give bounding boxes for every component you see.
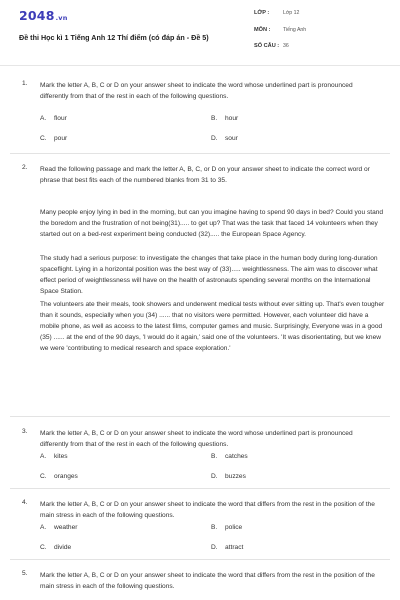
meta-value: Tiếng Anh xyxy=(283,27,307,33)
option-text: oranges xyxy=(54,473,78,480)
option-d[interactable] xyxy=(211,544,243,551)
option-text: pour xyxy=(54,135,68,142)
option-a[interactable] xyxy=(40,453,68,460)
option-letter: D. xyxy=(211,544,218,551)
option-d[interactable] xyxy=(211,135,238,142)
question-number: 4. xyxy=(22,499,28,506)
divider xyxy=(10,153,390,154)
question-number: 2. xyxy=(22,164,28,171)
option-c[interactable] xyxy=(40,135,67,142)
meta-label: SỐ CÂU : xyxy=(254,43,280,49)
meta-value: Lớp 12 xyxy=(283,10,300,16)
page-header xyxy=(0,0,400,66)
option-text: divide xyxy=(54,544,72,551)
question-number: 3. xyxy=(22,428,28,435)
option-letter: C. xyxy=(40,135,47,142)
question-text: Mark the letter A, B, C or D on your answer sheet to indicate the word that differs from the rest in the position of the main stress in each of the following questions. xyxy=(40,572,375,590)
divider xyxy=(10,416,390,417)
option-letter: D. xyxy=(211,473,218,480)
option-letter: B. xyxy=(211,453,218,460)
logo-suffix: .vn xyxy=(55,14,68,22)
logo-main: 2048 xyxy=(19,8,55,23)
passage-paragraph-2: The study had a serious purpose: to investigate the changes that take place in the human body during long-duration spaceflight. Lying in a horizontal position was the best way of (33)..... weightlessness. The aim was to discover what effect period of weightlessness will have on the health of astronauts spending several months on the International Space Station. xyxy=(40,255,378,295)
question-text: Mark the letter A, B, C or D on your answer sheet to indicate the word that differs from the rest in the position of the main stress in each of the following questions. xyxy=(40,501,375,519)
option-text: kites xyxy=(54,453,68,460)
option-b[interactable] xyxy=(211,524,242,531)
option-a[interactable] xyxy=(40,115,67,122)
option-b[interactable] xyxy=(211,115,238,122)
question-text: Mark the letter A, B, C or D on your answer sheet to indicate the word whose underlined part is pronounced differently from that of the rest in each of the following questions. xyxy=(40,82,353,100)
exam-title: Đề thi Học kì 1 Tiếng Anh 12 Thí điểm (có đáp án - Đề 5) xyxy=(19,33,209,42)
site-logo[interactable] xyxy=(19,8,68,23)
divider xyxy=(10,488,390,489)
meta-class xyxy=(254,10,306,27)
option-letter: A. xyxy=(40,453,47,460)
option-letter: D. xyxy=(211,135,218,142)
option-text: flour xyxy=(54,115,67,122)
option-letter: C. xyxy=(40,473,47,480)
question-text: Mark the letter A, B, C or D on your answer sheet to indicate the word whose underlined part is pronounced differently from that of the rest in each of the following questions. xyxy=(40,430,353,448)
meta-label: MÔN : xyxy=(254,27,271,33)
option-a[interactable] xyxy=(40,524,77,531)
divider xyxy=(10,559,390,560)
option-letter: A. xyxy=(40,115,47,122)
option-b[interactable] xyxy=(211,453,248,460)
option-letter: A. xyxy=(40,524,47,531)
option-c[interactable] xyxy=(40,544,71,551)
meta-subject xyxy=(254,27,306,43)
option-text: police xyxy=(225,524,243,531)
question-text: Read the following passage and mark the letter A, B, C, or D on your answer sheet to indicate the correct word or phrase that best fits each of the numbered blanks from 31 to 35. xyxy=(40,166,370,184)
meta-count xyxy=(254,43,306,60)
question-number: 1. xyxy=(22,80,28,87)
passage-paragraph-1: Many people enjoy lying in bed in the morning, but can you imagine having to spend 90 days in bed? Could you stand the boredom and the frustration of not being(31)..... to get up? That was the task that faced 14 volunteers when they started out on a bed-rest experiment being conducted (32)..... the European Space Agency. xyxy=(40,209,384,238)
option-text: buzzes xyxy=(225,473,246,480)
option-text: sour xyxy=(225,135,238,142)
question-number: 5. xyxy=(22,570,28,577)
option-letter: B. xyxy=(211,115,218,122)
meta-label: LỚP : xyxy=(254,10,270,16)
question-list xyxy=(0,66,400,600)
passage-paragraph-3: The volunteers ate their meals, took showers and underwent medical tests without ever sitting up. That's even tougher than it sounds, especially when you (34) ...... that no visitors were permitted. However, each volunteer did have a mobile phone, as well as access to the latest films, computer games and music. Surprisingly, Everyone was in a good (35) ...... at the end of the 90 days, 'I would do it again,' said one of the volunteers. 'It was disorientating, but we knew we were 'contributing to medical research and space exploration.' xyxy=(40,301,385,352)
option-letter: B. xyxy=(211,524,218,531)
option-letter: C. xyxy=(40,544,47,551)
option-text: weather xyxy=(54,524,78,531)
option-c[interactable] xyxy=(40,473,78,480)
exam-meta xyxy=(254,10,306,60)
option-text: catches xyxy=(225,453,248,460)
option-text: hour xyxy=(225,115,239,122)
option-text: attract xyxy=(225,544,244,551)
option-d[interactable] xyxy=(211,473,246,480)
meta-value: 36 xyxy=(283,43,289,49)
